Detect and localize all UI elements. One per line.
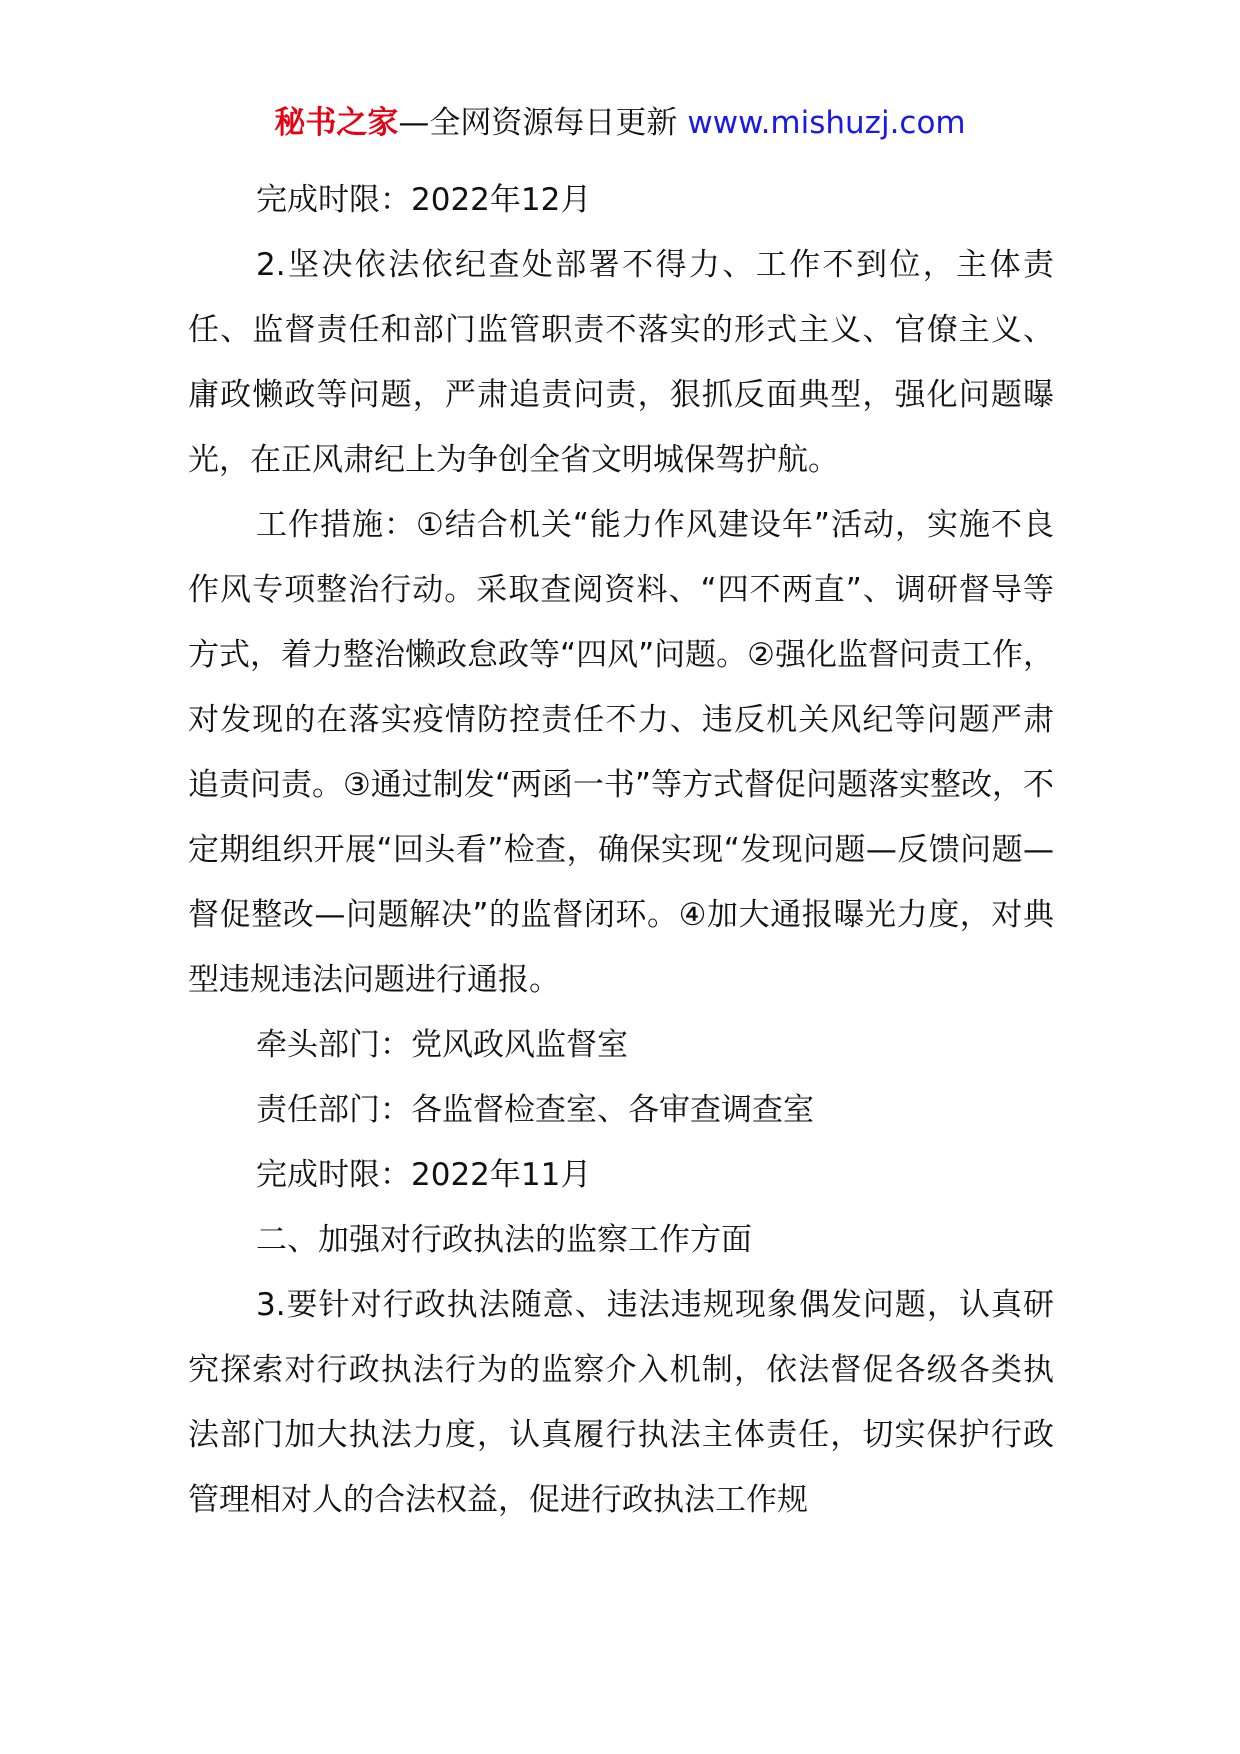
responsible-department-line: 责任部门：各监督检查室、各审查调查室 bbox=[256, 1092, 814, 1128]
document-body bbox=[188, 168, 1054, 1533]
deadline-line: 完成时限：2022年12月 bbox=[256, 182, 592, 218]
item-2-paragraph: 2.坚决依法依纪查处部署不得力、工作不到位，主体责任、监督责任和部门监管职责不落实的形式主义、官僚主义、庸政懒政等问题，严肃追责问责，狠抓反面典型，强化问题曝光，在正风肃纪上为争创全省文明城保驾护航。 bbox=[188, 247, 1054, 478]
lead-department-line: 牵头部门：党风政风监督室 bbox=[256, 1027, 628, 1063]
work-measures-paragraph: 工作措施：①结合机关“能力作风建设年”活动，实施不良作风专项整治行动。采取查阅资料、“四不两直”、调研督导等方式，着力整治懒政怠政等“四风”问题。②强化监督问责工作，对发现的在落实疫情防控责任不力、违反机关风纪等问题严肃追责问责。③通过制发“两函一书”等方式督促问题落实整改，不定期组织开展“回头看”检查，确保实现“发现问题—反馈问题—督促整改—问题解决”的监督闭环。④加大通报曝光力度，对典型违规违法问题进行通报。 bbox=[188, 507, 1054, 998]
item-3-paragraph: 3.要针对行政执法随意、违法违规现象偶发问题，认真研究探索对行政执法行为的监察介入机制，依法督促各级各类执法部门加大执法力度，认真履行执法主体责任，切实保护行政管理相对人的合法权益，促进行政执法工作规 bbox=[188, 1287, 1054, 1518]
site-slogan: —全网资源每日更新 bbox=[398, 105, 678, 141]
section-heading: 二、加强对行政执法的监察工作方面 bbox=[256, 1222, 752, 1258]
site-brand: 秘书之家 bbox=[274, 105, 399, 141]
site-url-link[interactable]: www.mishuzj.com bbox=[687, 105, 966, 141]
deadline-line-2: 完成时限：2022年11月 bbox=[256, 1157, 592, 1193]
site-header bbox=[0, 103, 1240, 143]
